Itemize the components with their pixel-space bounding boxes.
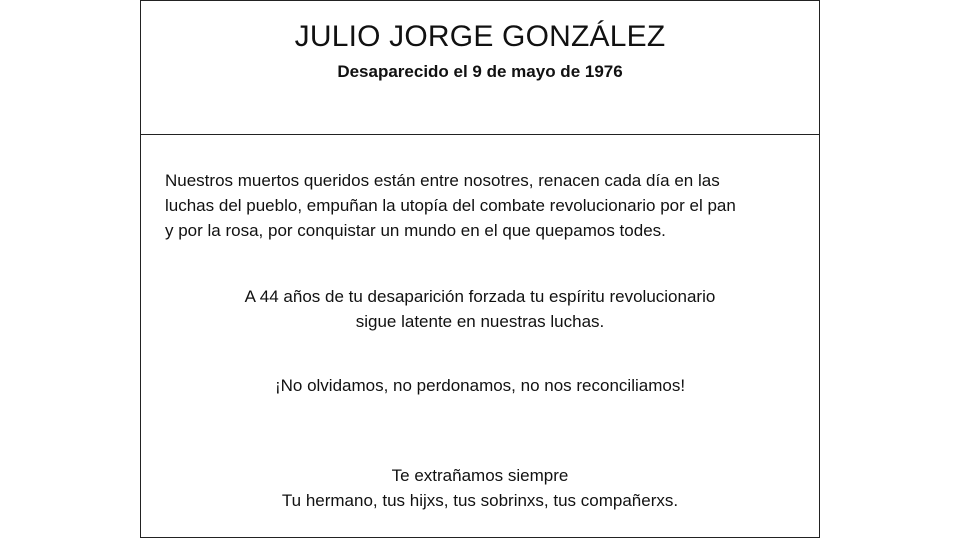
notice-header: [141, 1, 819, 135]
signature-line: Tu hermano, tus hijxs, tus sobrinxs, tus compañerxs.: [281, 491, 679, 510]
tribute-line: luchas del pueblo, empuñan la utopía del combate revolucionario por el pan: [165, 196, 736, 215]
anniversary-line: A 44 años de tu desaparición forzada tu espíritu revolucionario: [244, 287, 716, 306]
anniversary-paragraph: [141, 284, 819, 334]
disappearance-date: Desaparecido el 9 de mayo de 1976: [337, 62, 623, 81]
closing-line: Te extrañamos siempre: [391, 466, 569, 485]
tribute-paragraph: [165, 168, 805, 243]
slogan: ¡No olvidamos, no perdonamos, no nos reconciliamos!: [274, 376, 686, 395]
anniversary-line: sigue latente en nuestras luchas.: [355, 312, 605, 331]
tribute-line: y por la rosa, por conquistar un mundo en el que quepamos todes.: [165, 221, 666, 240]
person-name: JULIO JORGE GONZÁLEZ: [294, 20, 666, 53]
tribute-line: Nuestros muertos queridos están entre nosotres, renacen cada día en las: [165, 171, 720, 190]
memorial-notice: [140, 0, 820, 538]
closing-signature: [141, 463, 819, 513]
